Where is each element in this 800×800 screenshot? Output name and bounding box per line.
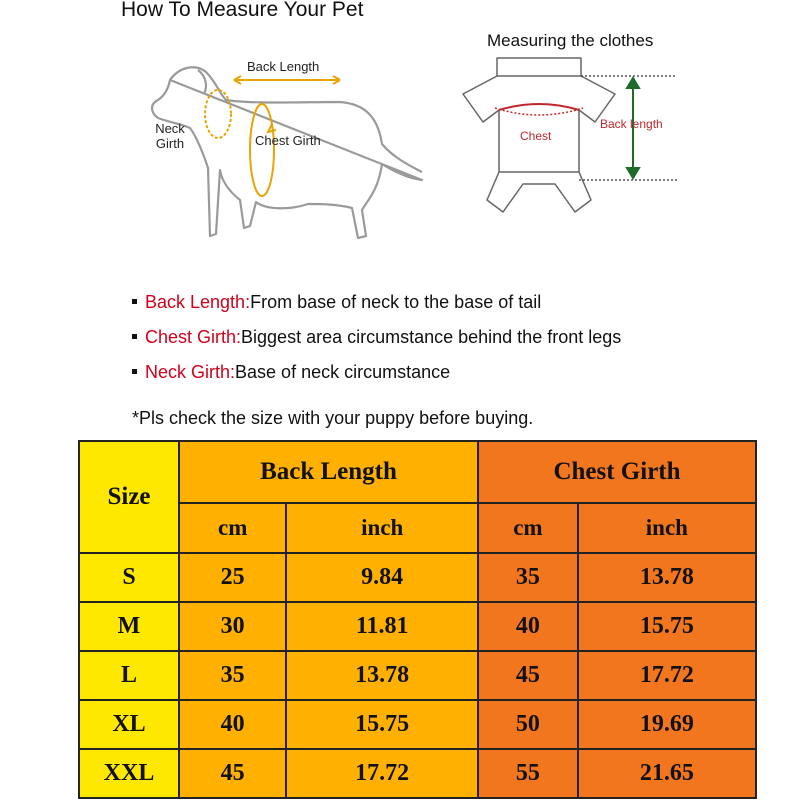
table-row — [79, 553, 756, 602]
back-length-header: Back Length — [179, 441, 478, 503]
chest-cm-header: cm — [478, 503, 578, 553]
chest-inch-cell: 17.72 — [578, 651, 756, 700]
chest-cm-cell: 45 — [478, 651, 578, 700]
dog-chest-girth-label: Chest Girth — [255, 133, 321, 148]
chest-cm-cell: 50 — [478, 700, 578, 749]
clothes-illustration — [455, 50, 695, 230]
chest-inch-cell: 21.65 — [578, 749, 756, 798]
dog-silhouette-illustration — [140, 52, 430, 262]
clothes-diagram-title: Measuring the clothes — [487, 31, 654, 50]
definition-back-length: Back Length:From base of neck to the base of tail — [132, 290, 621, 325]
back-inch-cell: 17.72 — [286, 749, 478, 798]
definitions-list — [132, 290, 621, 395]
page-title: How To Measure Your Pet — [121, 0, 364, 21]
table-row — [79, 749, 756, 798]
chest-inch-cell: 19.69 — [578, 700, 756, 749]
size-cell: S — [79, 553, 179, 602]
definition-neck-girth: Neck Girth:Base of neck circumstance — [132, 360, 621, 395]
chest-inch-cell: 13.78 — [578, 553, 756, 602]
dog-neck-girth-label: Neck Girth — [155, 121, 185, 151]
back-inch-cell: 13.78 — [286, 651, 478, 700]
chest-cm-cell: 40 — [478, 602, 578, 651]
back-cm-header: cm — [179, 503, 286, 553]
size-chart-table — [78, 440, 757, 799]
clothes-back-length-label: Back length — [600, 117, 663, 131]
chest-girth-header: Chest Girth — [478, 441, 756, 503]
bullet-icon — [132, 299, 137, 304]
size-check-note: *Pls check the size with your puppy before buying. — [132, 408, 534, 428]
back-inch-header: inch — [286, 503, 478, 553]
back-inch-cell: 11.81 — [286, 602, 478, 651]
size-cell: L — [79, 651, 179, 700]
clothes-chest-label: Chest — [520, 129, 552, 143]
back-cm-cell: 40 — [179, 700, 286, 749]
bullet-icon — [132, 334, 137, 339]
table-row — [79, 602, 756, 651]
definition-chest-girth: Chest Girth:Biggest area circumstance behind the front legs — [132, 325, 621, 360]
back-cm-cell: 30 — [179, 602, 286, 651]
back-cm-cell: 35 — [179, 651, 286, 700]
chest-inch-cell: 15.75 — [578, 602, 756, 651]
chest-inch-header: inch — [578, 503, 756, 553]
table-row — [79, 700, 756, 749]
dog-back-length-label: Back Length — [247, 59, 320, 74]
back-inch-cell: 15.75 — [286, 700, 478, 749]
size-cell: XXL — [79, 749, 179, 798]
size-cell: XL — [79, 700, 179, 749]
back-cm-cell: 45 — [179, 749, 286, 798]
back-cm-cell: 25 — [179, 553, 286, 602]
back-inch-cell: 9.84 — [286, 553, 478, 602]
bullet-icon — [132, 369, 137, 374]
size-header: Size — [79, 441, 179, 553]
chest-cm-cell: 35 — [478, 553, 578, 602]
table-row — [79, 651, 756, 700]
chest-cm-cell: 55 — [478, 749, 578, 798]
size-cell: M — [79, 602, 179, 651]
